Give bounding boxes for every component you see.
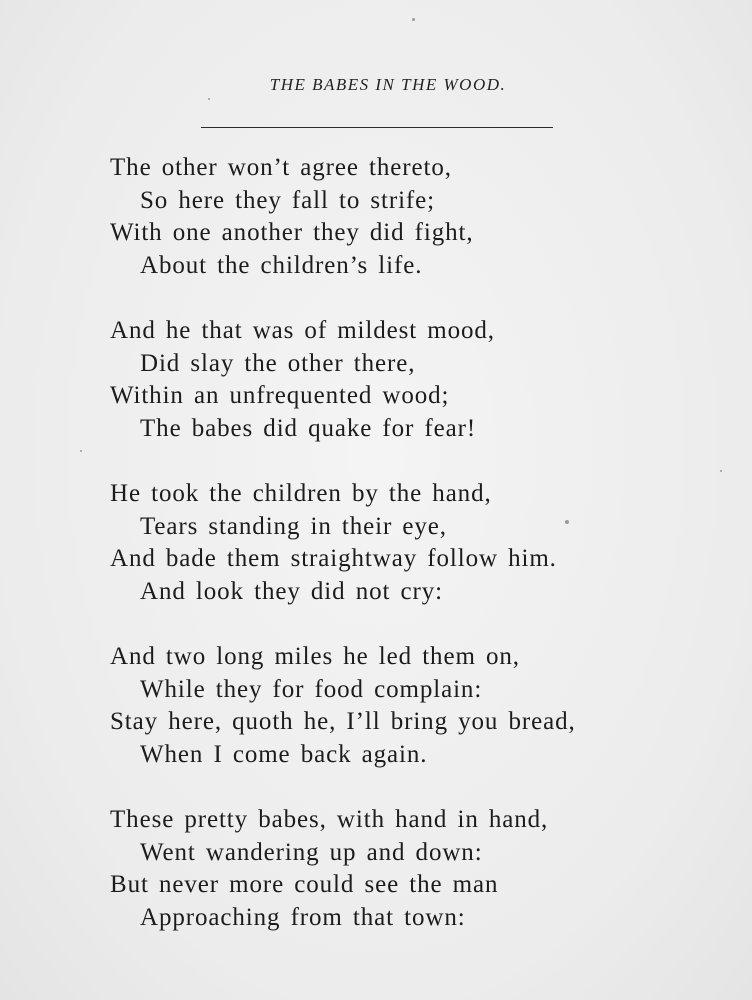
verse-line: He took the children by the hand,	[110, 480, 492, 507]
verse-line: Approaching from that town:	[140, 903, 466, 931]
verse-line: And he that was of mildest mood,	[110, 317, 495, 344]
verse-line: With one another they did fight,	[110, 219, 474, 246]
stanza-5	[110, 804, 710, 934]
paper-speck	[412, 18, 415, 21]
verse-line: These pretty babes, with hand in hand,	[110, 806, 549, 833]
stanza-2	[110, 315, 710, 445]
verse-line: Within an unfrequented wood;	[110, 382, 450, 409]
verse-line: Tears standing in their eye,	[140, 512, 447, 540]
verse-line: And look they did not cry:	[140, 577, 443, 605]
verse-line: And bade them straightway follow him.	[110, 545, 557, 572]
verse-line: The other won’t agree thereto,	[110, 154, 452, 181]
verse-line: Stay here, quoth he, I’ll bring you bread,	[110, 708, 576, 735]
verse-line: When I come back again.	[140, 740, 428, 768]
stanza-3	[110, 478, 710, 608]
paper-speck	[80, 450, 82, 452]
stanza-1	[110, 152, 710, 282]
poem-body	[110, 152, 710, 967]
stanza-4	[110, 641, 710, 771]
paper-speck	[565, 520, 569, 524]
verse-line: So here they fall to strife;	[140, 186, 435, 214]
paper-speck	[208, 98, 210, 100]
paper-speck	[720, 470, 722, 472]
verse-line: Did slay the other there,	[140, 349, 416, 377]
verse-line: The babes did quake for fear!	[140, 414, 477, 442]
header-rule	[201, 127, 553, 128]
verse-line: While they for food complain:	[140, 675, 483, 703]
verse-line: But never more could see the man	[110, 871, 499, 898]
verse-line: About the children’s life.	[140, 251, 423, 279]
verse-line: Went wandering up and down:	[140, 838, 483, 866]
verse-line: And two long miles he led them on,	[110, 643, 520, 670]
running-title: THE BABES IN THE WOOD.	[269, 75, 507, 94]
